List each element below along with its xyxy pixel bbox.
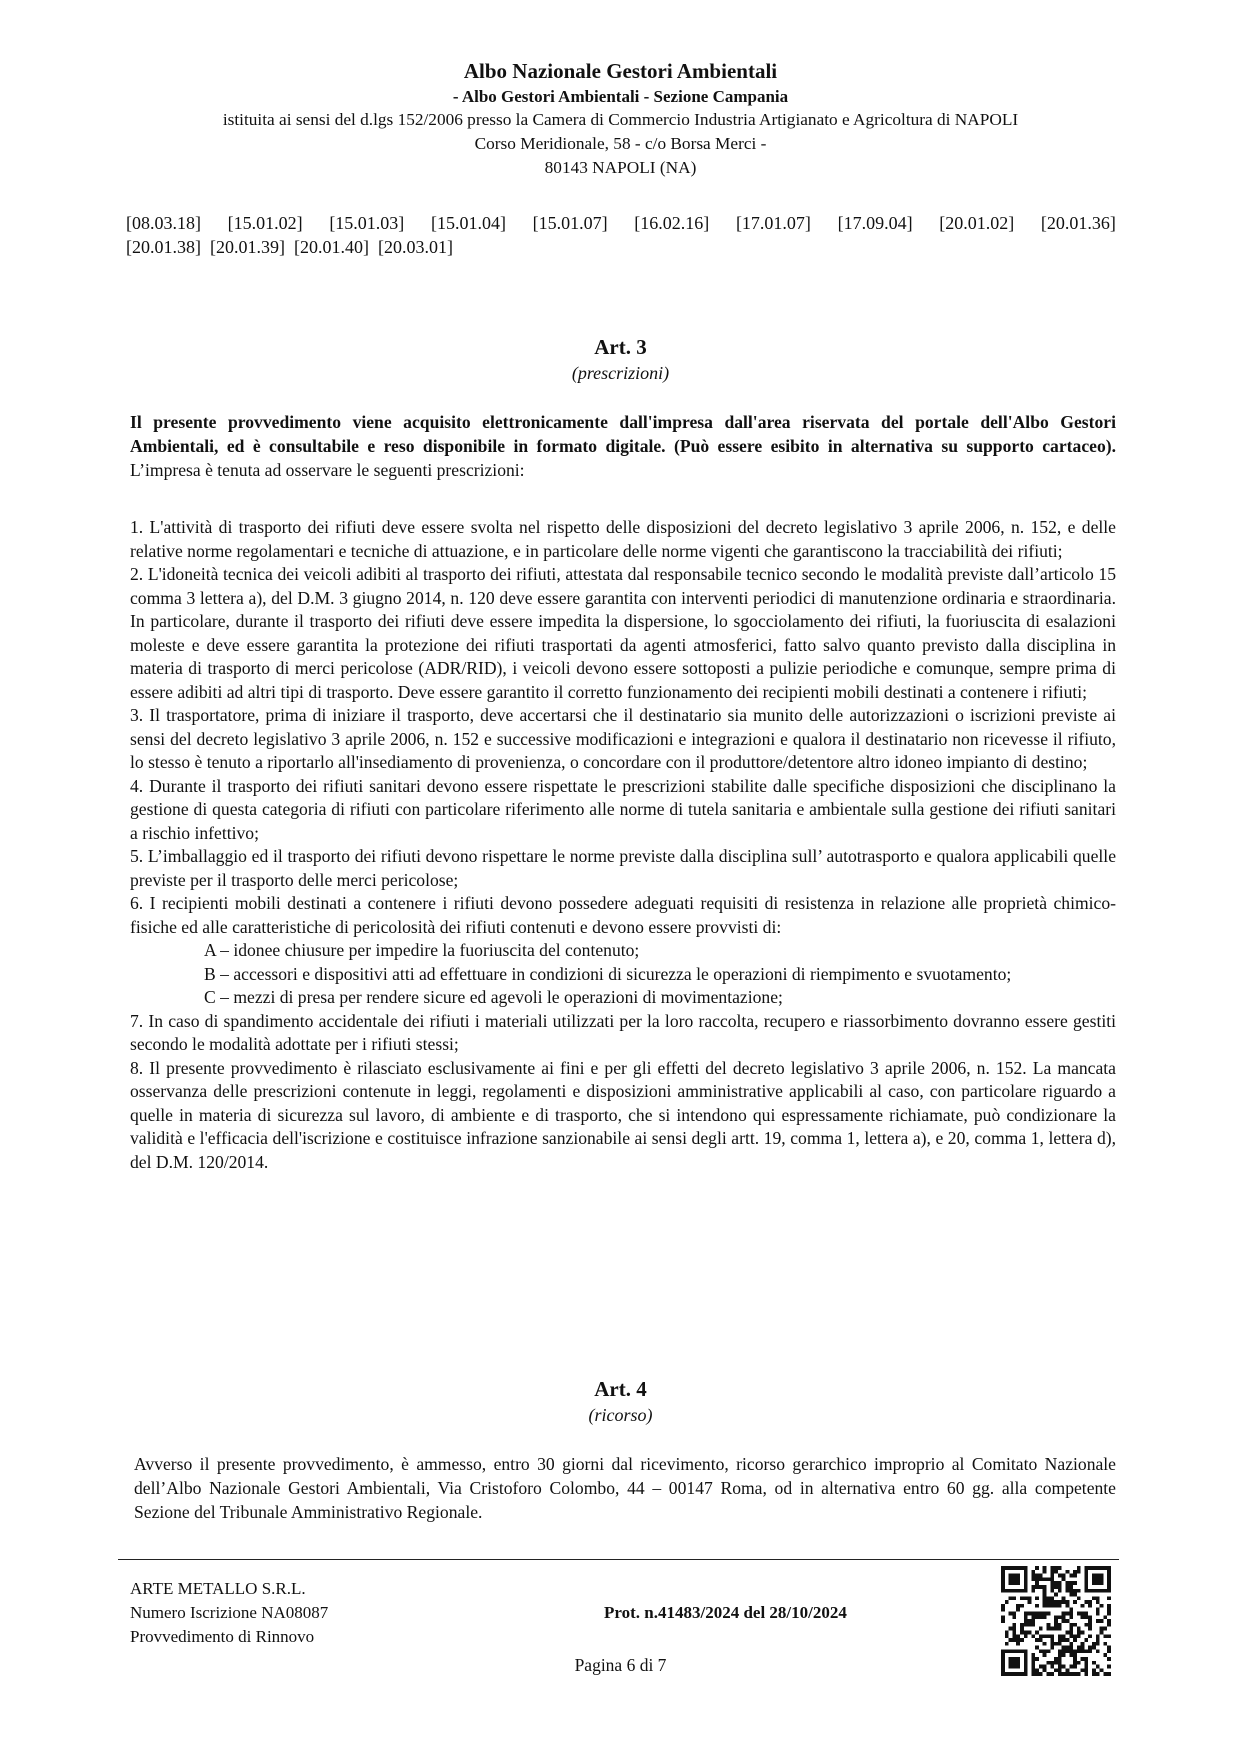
waste-code: [20.01.40] [294, 237, 369, 257]
footer-company-block [130, 1577, 328, 1649]
prescription-item: 8. Il presente provvedimento è rilasciato esclusivamente ai fini e per gli effetti del decreto legislativo 3 aprile 2006, n. 152. La mancata osservanza delle prescrizioni contenute in leggi, regolamenti e disposizioni amministrative applicabili al caso, con particolare riguardo a quelle in materia di sicurezza sul lavoro, di ambiente e di trasporto, che si intendono qui espressamente richiamate, può condizionare la validità e l'efficacia dell'iscrizione e costituisce infrazione sanzionabile ai sensi degli artt. 19, comma 1, lettera a), e 20, comma 1, lettera d), del D.M. 120/2014. [130, 1057, 1116, 1172]
prescription-item: 7. In caso di spandimento accidentale dei rifiuti i materiali utilizzati per la loro raccolta, recupero e riassorbimento dovranno essere gestiti secondo le modalità adottate per i rifiuti stessi; [130, 1010, 1116, 1054]
waste-code: [15.01.04] [430, 213, 506, 233]
prescription-sub-item: B – accessori e dispositivi atti ad effettuare in condizioni di sicurezza le operazioni di riempimento e svuotamento; [204, 963, 1012, 984]
footer-measure: Provvedimento di Rinnovo [130, 1627, 315, 1646]
waste-code: [15.01.03] [329, 213, 405, 233]
article-3-heading [120, 334, 1121, 385]
prescription-sub-item: A – idonee chiusure per impedire la fuoriuscita del contenuto; [204, 940, 640, 960]
waste-code: [20.01.36] [1040, 213, 1116, 233]
waste-code: [20.01.38] [126, 237, 201, 257]
page-number: Pagina 6 di 7 [574, 1655, 667, 1675]
header-address: Corso Meridionale, 58 - c/o Borsa Merci - [474, 134, 767, 153]
footer-protocol: Prot. n.41483/2024 del 28/10/2024 [604, 1603, 847, 1622]
header-city: 80143 NAPOLI (NA) [544, 158, 697, 177]
waste-codes [126, 211, 1116, 259]
waste-code: [20.03.01] [378, 237, 453, 257]
waste-code: [16.02.16] [634, 213, 710, 233]
prescription-item: 3. Il trasportatore, prima di iniziare il trasporto, deve accertarsi che il destinatario sia munito delle autorizzazioni o iscrizioni previste ai sensi del decreto legislativo 3 aprile 2006, n. 152 e successive modificazioni e integrazioni e qualora il destinatario non ricevesse il rifiuto, lo stesso è tenuto a riportarlo all'insediamento di provenienza, o concordare con il produttore/detentore altro idoneo impianto di destino; [130, 705, 1116, 772]
waste-code: [17.09.04] [837, 213, 913, 233]
waste-code: [15.01.02] [227, 213, 303, 233]
article-4-heading [120, 1376, 1121, 1427]
prescription-item: 2. L'idoneità tecnica dei veicoli adibiti al trasporto dei rifiuti, attestata dal responsabile tecnico secondo le modalità previste dall’articolo 15 comma 3 lettera a), del D.M. 3 giugno 2014, n. 120 deve essere garantita con interventi periodici di manutenzione ordinaria e straordinaria. In particolare, durante il trasporto dei rifiuti deve essere impedita la dispersione, lo sgocciolamento dei rifiuti, la fuoriuscita di esalazioni moleste e deve essere garantita la protezione dei rifiuti trasportati da agenti atmosferici, fatto salvo quanto previsto dalla disciplina in materia di trasporto di merci pericolose (ADR/RID), i veicoli devono essere sottoposti a pulizie periodiche e comunque, sempre prima di essere adibiti ad altri tipi di trasporto. Deve essere garantito il corretto funzionamento dei recipienti mobili destinati a contenere i rifiuti; [130, 564, 1116, 702]
article-4-title: Art. 4 [594, 1377, 647, 1401]
footer-divider [118, 1559, 1119, 1560]
article-3-intro-bold: Il presente provvedimento viene acquisito elettronicamente dall'impresa dall'area riservata del portale dell'Albo Gestori Ambientali, ed è consultabile e reso disponibile in formato digitale. (Può essere esibito in alternativa su supporto cartaceo). [130, 412, 1116, 456]
prescriptions-list [130, 516, 1116, 1174]
article-3-intro [130, 410, 1116, 482]
waste-code: [20.01.02] [939, 213, 1015, 233]
waste-codes-row-2 [126, 235, 1116, 259]
prescription-item: 1. L'attività di trasporto dei rifiuti deve essere svolta nel rispetto delle disposizioni del decreto legislativo 3 aprile 2006, n. 152, e delle relative norme regolamentari e tecniche di attuazione, e in particolare delle norme vigenti che garantiscono la tracciabilità dei rifiuti; [130, 517, 1116, 561]
waste-codes-row-1 [126, 211, 1116, 235]
waste-code: [17.01.07] [735, 213, 811, 233]
footer-registration: Numero Iscrizione NA08087 [130, 1603, 329, 1622]
article-4-text: Avverso il presente provvedimento, è ammesso, entro 30 giorni dal ricevimento, ricorso gerarchico improprio al Comitato Nazionale dell’Albo Nazionale Gestori Ambientali, Via Cristoforo Colombo, 44 – 00147 Roma, od in alternativa entro 60 gg. alla competente Sezione del Tribunale Amministrativo Regionale. [134, 1454, 1116, 1522]
article-3-intro-text: L’impresa è tenuta ad osservare le seguenti prescrizioni: [130, 460, 525, 480]
article-4-subtitle: (ricorso) [588, 1405, 653, 1425]
prescription-item: 6. I recipienti mobili destinati a contenere i rifiuti devono possedere adeguati requisiti di resistenza in relazione alle proprietà chimico-fisiche ed alle caratteristiche di pericolosità dei rifiuti contenuti e devono essere provvisti di: [130, 893, 1116, 937]
waste-code: [20.01.39] [210, 237, 285, 257]
prescription-sub-item: C – mezzi di presa per rendere sicure ed agevoli le operazioni di movimentazione; [204, 987, 783, 1007]
header-title: Albo Nazionale Gestori Ambientali [463, 59, 778, 83]
waste-code: [15.01.07] [532, 213, 608, 233]
waste-code: [08.03.18] [126, 213, 201, 233]
prescription-item: 5. L’imballaggio ed il trasporto dei rifiuti devono rispettare le norme previste dalla disciplina sull’ autotrasporto e qualora applicabili quelle previste per il trasporto delle merci pericolose; [130, 846, 1116, 890]
document-header [120, 58, 1121, 180]
header-line-1: istituita ai sensi del d.lgs 152/2006 presso la Camera di Commercio Industria Artigianato e Agricoltura di NAPOLI [222, 110, 1019, 129]
article-3-subtitle: (prescrizioni) [571, 363, 670, 383]
header-subtitle: - Albo Gestori Ambientali - Sezione Campania [452, 87, 789, 106]
article-3-title: Art. 3 [594, 335, 647, 359]
footer-company: ARTE METALLO S.R.L. [130, 1579, 306, 1598]
prescription-item: 4. Durante il trasporto dei rifiuti sanitari devono essere rispettate le prescrizioni stabilite dalle specifiche disposizioni che disciplinano la gestione di questa categoria di rifiuti con particolare riferimento alle norme di tutela sanitaria e ambientale sulla gestione dei rifiuti sanitari a rischio infettivo; [130, 775, 1116, 843]
